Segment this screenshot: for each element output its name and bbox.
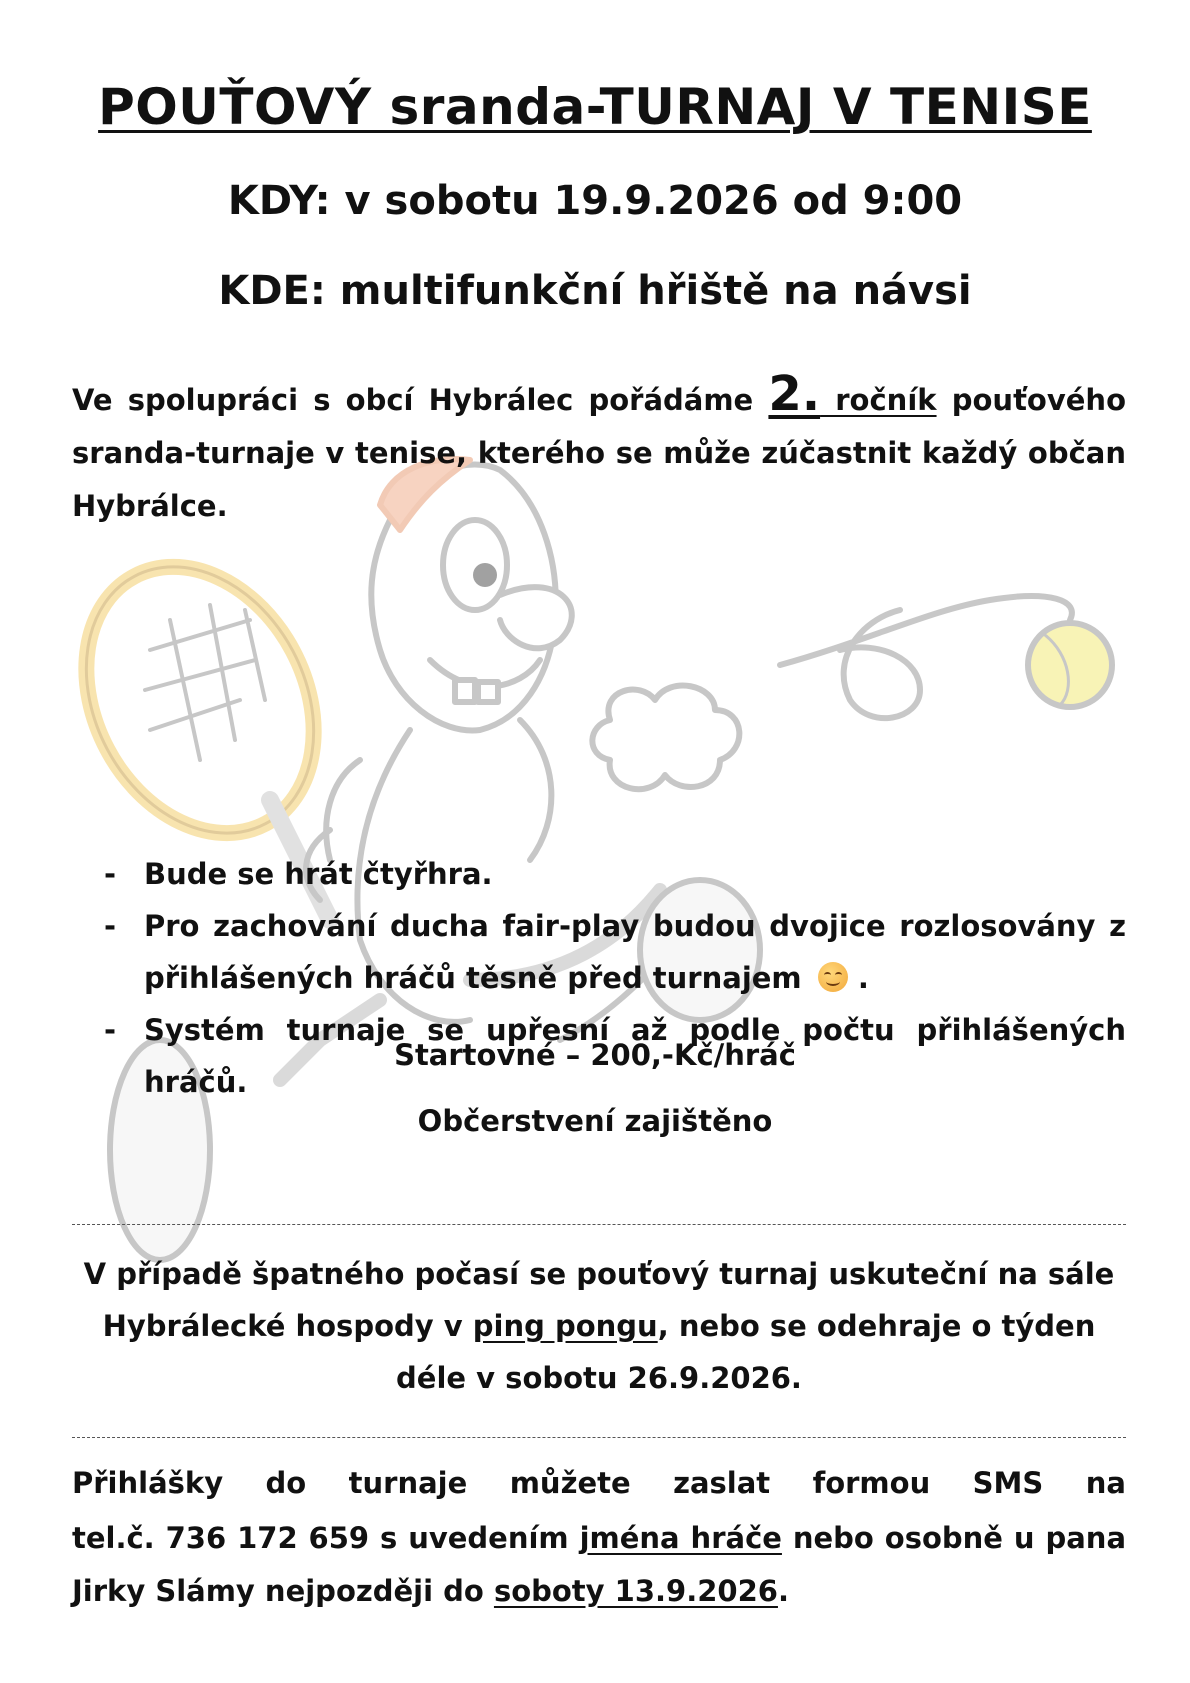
rule-item: - Pro zachování ducha fair-play budou dvojice rozlosovány z přihlášených hráčů těsně před turnajem . (104, 909, 1126, 995)
registration-paragraph: tel.č. 736 172 659 s uvedením jména hráče nebo osobně u pana Jirky Slámy nejpozději do soboty 13.9.2026. (72, 1521, 1127, 1608)
smiley-icon (818, 962, 848, 992)
deadline-text: soboty 13.9.2026 (493, 1574, 778, 1608)
refreshments-note: Občerstvení zajištěno (417, 1104, 773, 1138)
registration-first-line: Přihlášky do turnaje můžete zaslat formou SMS na (72, 1466, 1126, 1500)
edition-number: 2. (768, 366, 821, 422)
page-title: POUŤOVÝ sranda-TURNAJ V TENISE (98, 78, 1092, 136)
divider (72, 1224, 1126, 1225)
intro-text-end: pouťového sranda-turnaje v tenise, kterého se může zúčastnit každý občan Hybrálce. (72, 383, 1126, 523)
event-date: KDY: v sobotu 19.9.2026 od 9:00 (227, 178, 963, 224)
divider (72, 1437, 1126, 1438)
player-name-text: jména hráče (579, 1521, 782, 1555)
rule-item: - Systém turnaje se upřesní až podle počtu přihlášených hráčů. (104, 1013, 1126, 1099)
edition-word: ročník (820, 383, 937, 417)
rule-item: - Bude se hrát čtyřhra. (104, 857, 493, 891)
intro-paragraph (72, 368, 1126, 533)
intro-text-start: Ve spolupráci s obcí Hybrálec pořádáme (72, 383, 769, 417)
entry-fee: Startovné – 200,-Kč/hráč (394, 1038, 796, 1072)
ping-pong-text: ping pongu (472, 1309, 658, 1343)
bad-weather-note: V případě špatného počasí se pouťový turnaj uskuteční na sále Hybrálecké hospody v ping pongu, nebo se odehraje o týden déle v sobotu 26.9.2026. (83, 1257, 1115, 1395)
event-location: KDE: multifunkční hřiště na návsi (218, 268, 972, 314)
